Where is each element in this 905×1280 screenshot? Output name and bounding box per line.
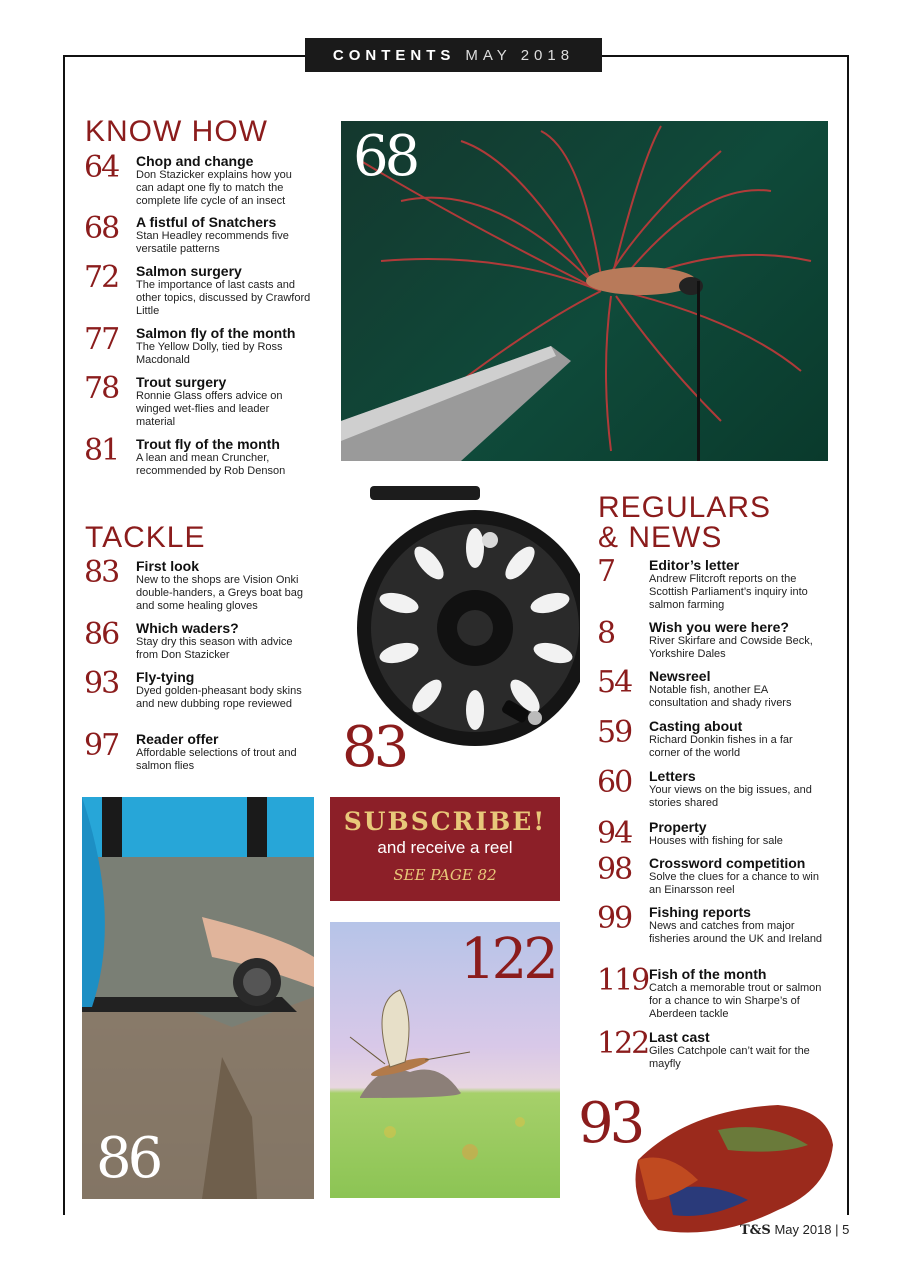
entry-title: Trout fly of the month: [136, 436, 280, 452]
waders-photo[interactable]: [82, 797, 314, 1199]
toc-entry[interactable]: [84, 211, 311, 256]
toc-entry[interactable]: [597, 616, 824, 661]
entry-title: Property: [649, 819, 707, 835]
page-number: 78: [84, 371, 119, 406]
entry-desc: Catch a memorable trout or salmon for a chance to win Sharpe’s of Aberdeen tackle: [649, 982, 822, 1020]
photo-page-number: 122: [460, 927, 555, 992]
entry-desc: River Skirfare and Cowside Beck, Yorkshire Dales: [649, 635, 813, 660]
toc-entry[interactable]: [84, 433, 311, 478]
toc-entry[interactable]: [84, 322, 311, 367]
page-footer: [740, 1222, 849, 1238]
know-how-title: KNOW HOW: [85, 115, 268, 148]
toc-entry[interactable]: [597, 665, 824, 710]
entry-desc: Affordable selections of trout and salmon flies: [136, 747, 297, 772]
footer-issue: May 2018: [774, 1222, 832, 1237]
toc-entry[interactable]: [597, 765, 824, 810]
entry-desc: Stay dry this season with advice from Don Stazicker: [136, 636, 293, 661]
tackle-title: TACKLE: [85, 521, 206, 554]
page-number: 98: [597, 852, 632, 887]
entry-desc: The importance of last casts and other topics, discussed by Crawford Little: [136, 279, 311, 317]
photo-page-number: 93: [578, 1091, 642, 1156]
page-number: 54: [597, 665, 632, 700]
entry-desc: Dyed golden-pheasant body skins and new dubbing rope reviewed: [136, 685, 302, 710]
magazine-logo: T&S: [740, 1223, 771, 1238]
reel-photo[interactable]: [325, 478, 580, 778]
page-number: 8: [597, 616, 615, 651]
toc-entry[interactable]: [84, 617, 311, 662]
subscribe-banner[interactable]: [330, 797, 560, 901]
entry-desc: News and catches from major fisheries around the UK and Ireland: [649, 920, 823, 945]
entry-title: Which waders?: [136, 620, 239, 636]
photo-page-number: 86: [96, 1126, 160, 1191]
page-number: 122: [597, 1026, 649, 1061]
page-number: 59: [597, 715, 632, 750]
page-number: 93: [84, 666, 119, 701]
entry-title: Reader offer: [136, 731, 219, 747]
toc-entry[interactable]: [84, 260, 311, 318]
toc-entry[interactable]: [84, 371, 311, 429]
entry-desc: Stan Headley recommends five versatile patterns: [136, 230, 289, 255]
issue-label: MAY 2018: [465, 46, 575, 64]
page-number: 86: [84, 617, 119, 652]
entry-title: Salmon surgery: [136, 263, 242, 279]
page-number: 68: [84, 211, 119, 246]
toc-entry[interactable]: [84, 666, 311, 711]
toc-entry[interactable]: [597, 901, 824, 946]
entry-desc: New to the shops are Vision Onki double-handers, a Greys boat bag and some healing gloves: [136, 574, 303, 612]
entry-title: First look: [136, 558, 200, 574]
page-number: 72: [84, 260, 119, 295]
entry-desc: Your views on the big issues, and stories shared: [649, 784, 812, 809]
page-number: 83: [84, 555, 119, 590]
toc-entry[interactable]: [597, 1026, 824, 1071]
entry-title: Crossword competition: [649, 855, 806, 871]
entry-desc: Giles Catchpole can’t wait for the mayfly: [649, 1045, 810, 1070]
toc-entry[interactable]: [597, 715, 824, 760]
toc-entry[interactable]: [597, 963, 824, 1021]
subscribe-cta[interactable]: SEE PAGE 82: [393, 866, 497, 884]
toc-entry[interactable]: [597, 816, 824, 851]
entry-title: Editor’s letter: [649, 557, 740, 573]
page-number: 94: [597, 816, 632, 851]
page-number: 97: [84, 728, 119, 763]
fly-photo[interactable]: [341, 121, 828, 461]
entry-title: Trout surgery: [136, 374, 227, 390]
subscribe-subtext: and receive a reel: [377, 838, 513, 857]
entry-desc: Houses with fishing for sale: [649, 835, 783, 847]
page-number: 77: [84, 322, 119, 357]
entry-title: Fish of the month: [649, 966, 767, 982]
entry-title: A fistful of Snatchers: [136, 214, 277, 230]
page-number: 7: [597, 554, 615, 589]
photo-page-number: 83: [342, 715, 406, 778]
contents-label: CONTENTS: [332, 46, 456, 64]
regulars-title: [598, 493, 771, 553]
entry-title: Letters: [649, 768, 696, 784]
entry-desc: The Yellow Dolly, tied by Ross Macdonald: [136, 341, 283, 366]
entry-title: Salmon fly of the month: [136, 325, 296, 341]
entry-desc: Notable fish, another EA consultation and shady rivers: [649, 684, 792, 709]
toc-entry[interactable]: [84, 150, 311, 208]
toc-entry[interactable]: [84, 555, 311, 613]
page-number: 99: [597, 901, 632, 936]
contents-header: [305, 38, 602, 72]
entry-title: Casting about: [649, 718, 743, 734]
entry-title: Fishing reports: [649, 904, 751, 920]
mayfly-painting[interactable]: [330, 922, 560, 1198]
entry-desc: Don Stazicker explains how you can adapt one fly to match the complete life cycle of an insect: [136, 169, 292, 207]
entry-title: Fly-tying: [136, 669, 195, 685]
entry-desc: Richard Donkin fishes in a far corner of the world: [649, 734, 793, 759]
entry-title: Chop and change: [136, 153, 254, 169]
regulars-title-line2: & NEWS: [598, 521, 723, 554]
entry-desc: Solve the clues for a chance to win an Einarsson reel: [649, 871, 819, 896]
toc-entry[interactable]: [84, 728, 311, 773]
subscribe-headline: SUBSCRIBE!: [343, 807, 547, 836]
entry-desc: Ronnie Glass offers advice on winged wet-flies and leader material: [136, 390, 283, 428]
footer-page-number: 5: [842, 1222, 850, 1237]
page-number: 81: [84, 433, 119, 468]
page-number: 64: [84, 150, 119, 185]
toc-entry[interactable]: [597, 852, 824, 897]
regulars-title-line1: REGULARS: [598, 491, 772, 524]
entry-desc: A lean and mean Cruncher, recommended by Rob Denson: [136, 452, 286, 477]
toc-entry[interactable]: [597, 554, 824, 612]
entry-desc: Andrew Flitcroft reports on the Scottish Parliament’s inquiry into salmon farming: [649, 573, 808, 611]
entry-title: Wish you were here?: [649, 619, 789, 635]
entry-title: Newsreel: [649, 668, 711, 684]
page-number: 60: [597, 765, 632, 800]
photo-page-number: 68: [353, 124, 417, 189]
page-number: 119: [597, 963, 649, 998]
entry-title: Last cast: [649, 1029, 710, 1045]
footer-separator: |: [835, 1222, 839, 1237]
pheasant-photo[interactable]: [578, 1090, 840, 1242]
